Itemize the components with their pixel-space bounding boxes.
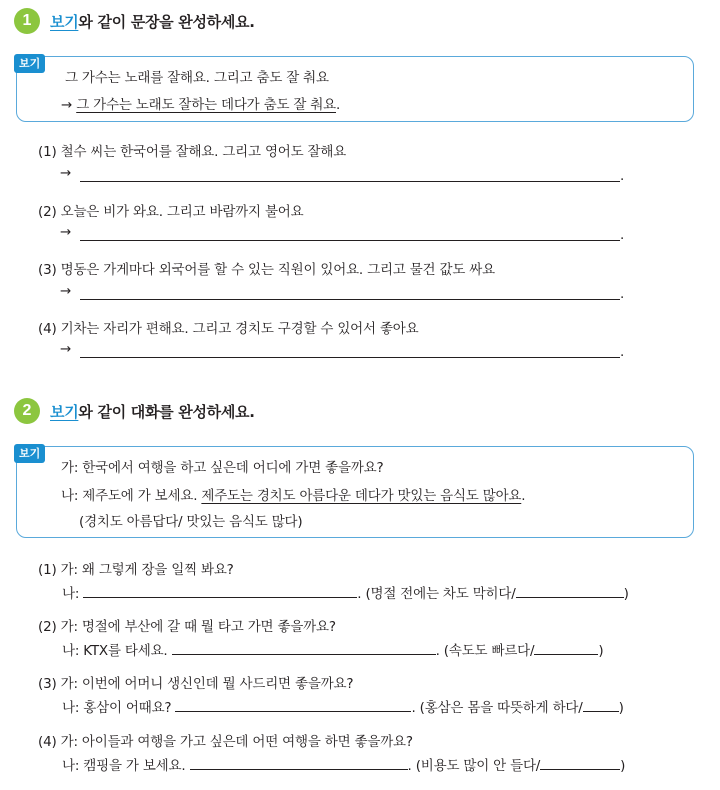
s1-item-1 (38, 140, 346, 160)
arrow-icon: → (60, 341, 72, 357)
period: . (620, 168, 625, 184)
item-label: (1) (38, 144, 57, 160)
s2-item-2-b (62, 639, 603, 659)
section1-example-box (16, 56, 694, 122)
hint-blank[interactable] (583, 697, 619, 712)
item-hint-close: ) (620, 758, 626, 774)
example-sentence: 그 가수는 노래를 잘해요. 그리고 춤도 잘 춰요 (65, 70, 329, 86)
answer-blank[interactable] (83, 583, 357, 598)
arrow-icon: → (60, 165, 72, 181)
item-text: 철수 씨는 한국어를 잘해요. 그리고 영어도 잘해요 (60, 144, 347, 160)
s2-item-3-b (62, 696, 624, 716)
item-line-a: 가: 왜 그렇게 장을 일찍 봐요? (60, 562, 234, 578)
hint-blank[interactable] (516, 583, 624, 598)
item-text: 명동은 가게마다 외국어를 할 수 있는 직원이 있어요. 그리고 물건 값도 싸요 (60, 262, 495, 278)
section1-title-keyword: 보기 (50, 12, 79, 31)
item-hint-open: . (속도도 빠르다/ (435, 643, 535, 659)
section1-header (14, 8, 255, 34)
item-hint-close: ) (623, 586, 629, 602)
section2-number-badge: 2 (14, 398, 40, 424)
example-hint: (경치도 아름답다/ 맛있는 음식도 많다) (79, 514, 303, 530)
answer-blank-4[interactable] (80, 356, 620, 358)
hint-blank[interactable] (540, 755, 620, 770)
s2-item-1-b (62, 582, 629, 602)
item-label: (4) (38, 321, 57, 337)
arrow-icon: → (60, 283, 72, 299)
s1-item-3 (38, 258, 495, 278)
section2-header (14, 398, 255, 424)
example-tag: 보기 (14, 54, 45, 73)
item-line-b-prefix: 나: 홍삼이 어때요? (62, 700, 176, 716)
item-hint-close: ) (598, 643, 604, 659)
example-answer: 그 가수는 노래도 잘하는 데다가 춤도 잘 춰요 (76, 97, 336, 113)
item-text: 오늘은 비가 와요. 그리고 바람까지 불어요 (60, 204, 304, 220)
item-hint-close: ) (618, 700, 624, 716)
section1-title-rest: 와 같이 문장을 완성하세요. (78, 12, 255, 31)
arrow-icon: → (60, 224, 72, 240)
item-line-b-prefix: 나: 캠핑을 가 보세요. (62, 758, 190, 774)
answer-blank[interactable] (190, 755, 408, 770)
s1-item-4 (38, 317, 418, 337)
item-label: (2) (38, 204, 57, 220)
period: . (521, 488, 526, 504)
section2-title-keyword: 보기 (50, 402, 79, 421)
item-text: 기차는 자리가 편해요. 그리고 경치도 구경할 수 있어서 좋아요 (60, 321, 419, 337)
answer-blank-1[interactable] (80, 180, 620, 182)
section2-title-rest: 와 같이 대화를 완성하세요. (78, 402, 255, 421)
section1-number-badge: 1 (14, 8, 40, 34)
example-answer-line: → 그 가수는 노래도 잘하는 데다가 춤도 잘 춰요. (61, 97, 341, 113)
section2-title (50, 401, 255, 422)
item-line-a: 가: 명절에 부산에 갈 때 뭘 타고 가면 좋을까요? (60, 619, 336, 635)
s2-item-4-a (38, 730, 413, 750)
item-label: (3) (38, 676, 57, 692)
item-line-b-prefix: 나: KTX를 타세요. (62, 643, 172, 659)
item-label: (4) (38, 734, 57, 750)
item-label: (2) (38, 619, 57, 635)
section1-title (50, 11, 255, 32)
item-hint-open: . (명절 전에는 차도 막히다/ (357, 586, 516, 602)
example-line-b-prefix: 나: 제주도에 가 보세요. (61, 488, 202, 504)
s2-item-2-a (38, 615, 336, 635)
item-line-b-prefix: 나: (62, 586, 84, 602)
item-hint-open: . (비용도 많이 안 들다/ (407, 758, 541, 774)
answer-blank[interactable] (172, 640, 436, 655)
answer-blank-3[interactable] (80, 298, 620, 300)
answer-blank-2[interactable] (80, 239, 620, 241)
example-line-b-answer: 제주도는 경치도 아름다운 데다가 맛있는 음식도 많아요 (201, 488, 522, 504)
period: . (620, 286, 625, 302)
s2-item-1-a (38, 558, 234, 578)
example-line-b (61, 484, 525, 504)
s2-item-3-a (38, 672, 353, 692)
s2-item-4-b (62, 754, 625, 774)
example-line-a: 가: 한국에서 여행을 하고 싶은데 어디에 가면 좋을까요? (61, 460, 384, 476)
item-line-a: 가: 이번에 어머니 생신인데 뭘 사드리면 좋을까요? (60, 676, 354, 692)
section2-example-box (16, 446, 694, 538)
item-label: (3) (38, 262, 57, 278)
hint-blank[interactable] (534, 640, 598, 655)
example-tag: 보기 (14, 444, 45, 463)
answer-blank[interactable] (175, 697, 411, 712)
period: . (620, 227, 625, 243)
item-label: (1) (38, 562, 57, 578)
s1-item-2 (38, 200, 303, 220)
arrow-icon: → (61, 97, 73, 113)
period: . (620, 344, 625, 360)
item-hint-open: . (홍삼은 몸을 따뜻하게 하다/ (411, 700, 583, 716)
item-line-a: 가: 아이들과 여행을 가고 싶은데 어떤 여행을 하면 좋을까요? (60, 734, 413, 750)
